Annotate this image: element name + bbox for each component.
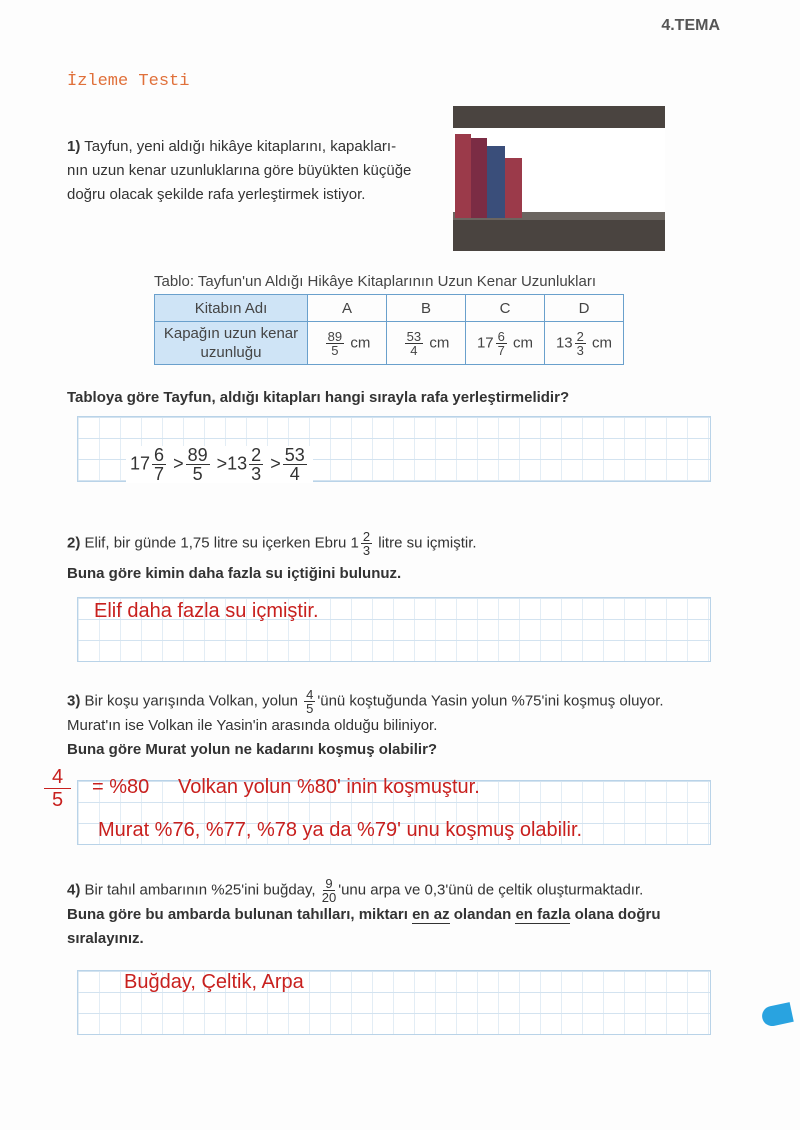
cell-d: 13 $\frac{2}{3}$ cm (545, 322, 624, 365)
cell-c: 17 $\frac{6}{7}$ cm (466, 322, 545, 365)
page-marker-tab (760, 1002, 794, 1028)
question-1-prompt: Tabloya göre Tayfun, aldığı kitapları hangi sırayla rafa yerleştirmelidir? (67, 389, 570, 406)
table-header-row: Kitabın Adı A B C D (155, 295, 624, 322)
question-3: 3) Bir koşu yarışında Volkan, yolun $\frac{4}{5}$ 'ünü koştuğunda Yasin yolun %75'ini koşmuş oluyor. (67, 687, 664, 716)
answer-4: Buğday, Çeltik, Arpa (124, 971, 304, 993)
question-3-prompt: Buna göre Murat yolun ne kadarını koşmuş olabilir? (67, 741, 438, 758)
question-1: 1) Tayfun, yeni aldığı hikâye kitaplarını, kapakları-nın uzun kenar uzunluklarına göre büyükten küçüğe doğru olacak şekilde rafa yerleştirmek istiyor. (67, 138, 412, 203)
question-3-line2: Murat'ın ise Volkan ile Yasin'in arasında olduğu biliniyor. (67, 717, 438, 734)
answer-1: 17 $\frac{6}{7}$ > $\frac{89}{5}$ >13 $\frac{2}{3}$ > $\frac{53}{4}$ (126, 446, 313, 483)
bookshelf-image (453, 106, 665, 251)
book-length-table (154, 294, 624, 365)
question-2: 2) Elif, bir günde 1,75 litre su içerken Ebru 1 $\frac{2}{3}$ litre su içmiştir. (67, 529, 477, 558)
theme-label: 4.TEMA (661, 17, 720, 34)
answer-3-line1: Volkan yolun %80' inin koşmuştur. (178, 776, 480, 798)
table-caption: Tablo: Tayfun'un Aldığı Hikâye Kitaplarının Uzun Kenar Uzunlukları (154, 273, 597, 290)
question-4: 4) Bir tahıl ambarının %25'ini buğday, $\frac{9}{20}$ 'unu arpa ve 0,3'ünü de çeltik oluşturmaktadır. (67, 876, 644, 905)
bookshelf-illustration (453, 106, 665, 251)
answer-3-eq: = %80 (92, 776, 150, 798)
table-row: Kapağın uzun kenar uzunluğu $\frac{89}{5}$ cm $\frac{53}{4}$ cm 17 $\frac{6}{7}$ cm 13 $\frac{2}{3}$ cm (155, 322, 624, 365)
answer-2: Elif daha fazla su içmiştir. (94, 600, 319, 622)
question-2-prompt: Buna göre kimin daha fazla su içtiğini bulunuz. (67, 565, 402, 582)
cell-b: $\frac{53}{4}$ cm (387, 322, 466, 365)
answer-3-fraction: $\frac{4}{5}$ (44, 766, 71, 811)
question-4-prompt: Buna göre bu ambarda bulunan tahılları, miktarı en az olandan en fazla olana doğru sıralayınız. (67, 906, 661, 947)
test-title: İzleme Testi (67, 72, 190, 91)
cell-a: $\frac{89}{5}$ cm (308, 322, 387, 365)
answer-3-line2: Murat %76, %77, %78 ya da %79' unu koşmuş olabilir. (98, 819, 583, 841)
